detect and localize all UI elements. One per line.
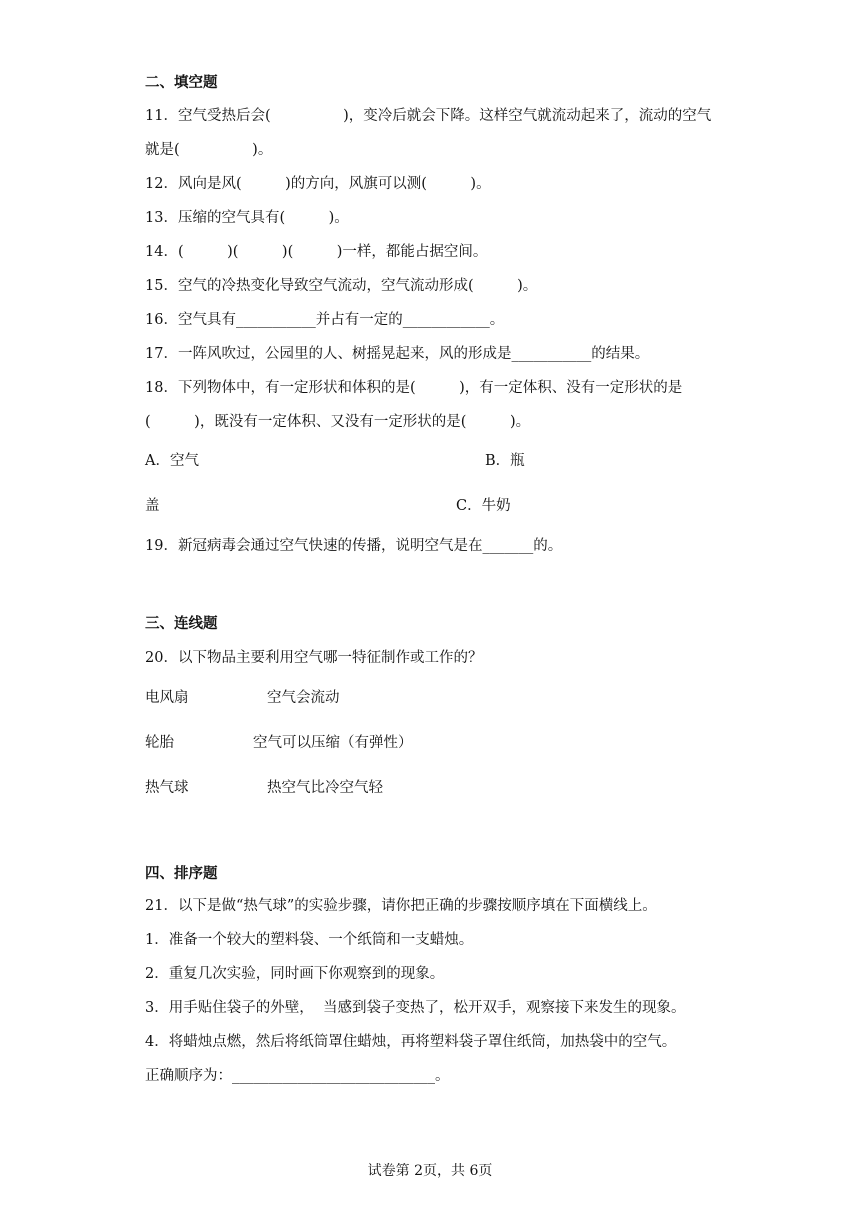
step-2: 2．重复几次实验，同时画下你观察到的现象。	[145, 966, 445, 982]
question-11-line-1: 11．空气受热后会( )，变冷后就会下降。这样空气就流动起来了，流动的空气	[145, 108, 712, 124]
step-3: 3．用手贴住袋子的外壁， 当感到袋子变热了，松开双手，观察接下来发生的现象。	[145, 1000, 686, 1016]
question-12: 12．风向是风( )的方向，风旗可以测( )。	[145, 176, 491, 192]
question-16: 16．空气具有___________并占有一定的____________。	[145, 312, 505, 328]
question-18-line-1: 18．下列物体中，有一定形状和体积的是( )，有一定体积、没有一定形状的是	[145, 380, 683, 396]
question-11-line-2: 就是( )。	[145, 142, 273, 158]
section-heading-order: 四、排序题	[145, 865, 218, 882]
option-c: C．牛奶	[456, 498, 511, 514]
step-1: 1．准备一个较大的塑料袋、一个纸筒和一支蜡烛。	[145, 932, 474, 948]
match-item: 热气球	[145, 780, 189, 796]
question-18-line-2: ( )，既没有一定体积、又没有一定形状的是( )。	[145, 414, 531, 430]
match-feature: 热空气比冷空气轻	[267, 780, 383, 796]
question-21: 21．以下是做“热气球”的实验步骤，请你把正确的步骤按顺序填在下面横线上。	[145, 898, 657, 914]
question-19: 19．新冠病毒会通过空气快速的传播，说明空气是在_______的。	[145, 538, 563, 554]
option-b-continued: 盖	[145, 498, 160, 514]
match-item: 电风扇	[145, 690, 189, 706]
step-4: 4．将蜡烛点燃，然后将纸筒罩住蜡烛，再将塑料袋子罩住纸筒，加热袋中的空气。	[145, 1034, 677, 1050]
answer-line: 正确顺序为：____________________________。	[145, 1068, 450, 1084]
question-17: 17．一阵风吹过，公园里的人、树摇晃起来，风的形成是___________的结果。	[145, 346, 650, 362]
option-b: B．瓶	[485, 453, 525, 469]
question-14: 14．( )( )( )一样，都能占据空间。	[145, 244, 488, 260]
question-15: 15．空气的冷热变化导致空气流动，空气流动形成( )。	[145, 278, 538, 294]
section-heading-match: 三、连线题	[145, 615, 218, 632]
page-footer: 试卷第 2页，共 6页	[367, 1163, 493, 1179]
option-a: A．空气	[145, 453, 199, 469]
match-feature: 空气会流动	[267, 690, 340, 706]
section-heading-fill: 二、填空题	[145, 74, 218, 91]
question-13: 13．压缩的空气具有( )。	[145, 210, 349, 226]
question-20: 20．以下物品主要利用空气哪一特征制作或工作的？	[145, 650, 483, 666]
match-item: 轮胎	[145, 735, 174, 751]
match-feature: 空气可以压缩（有弹性）	[253, 735, 413, 751]
